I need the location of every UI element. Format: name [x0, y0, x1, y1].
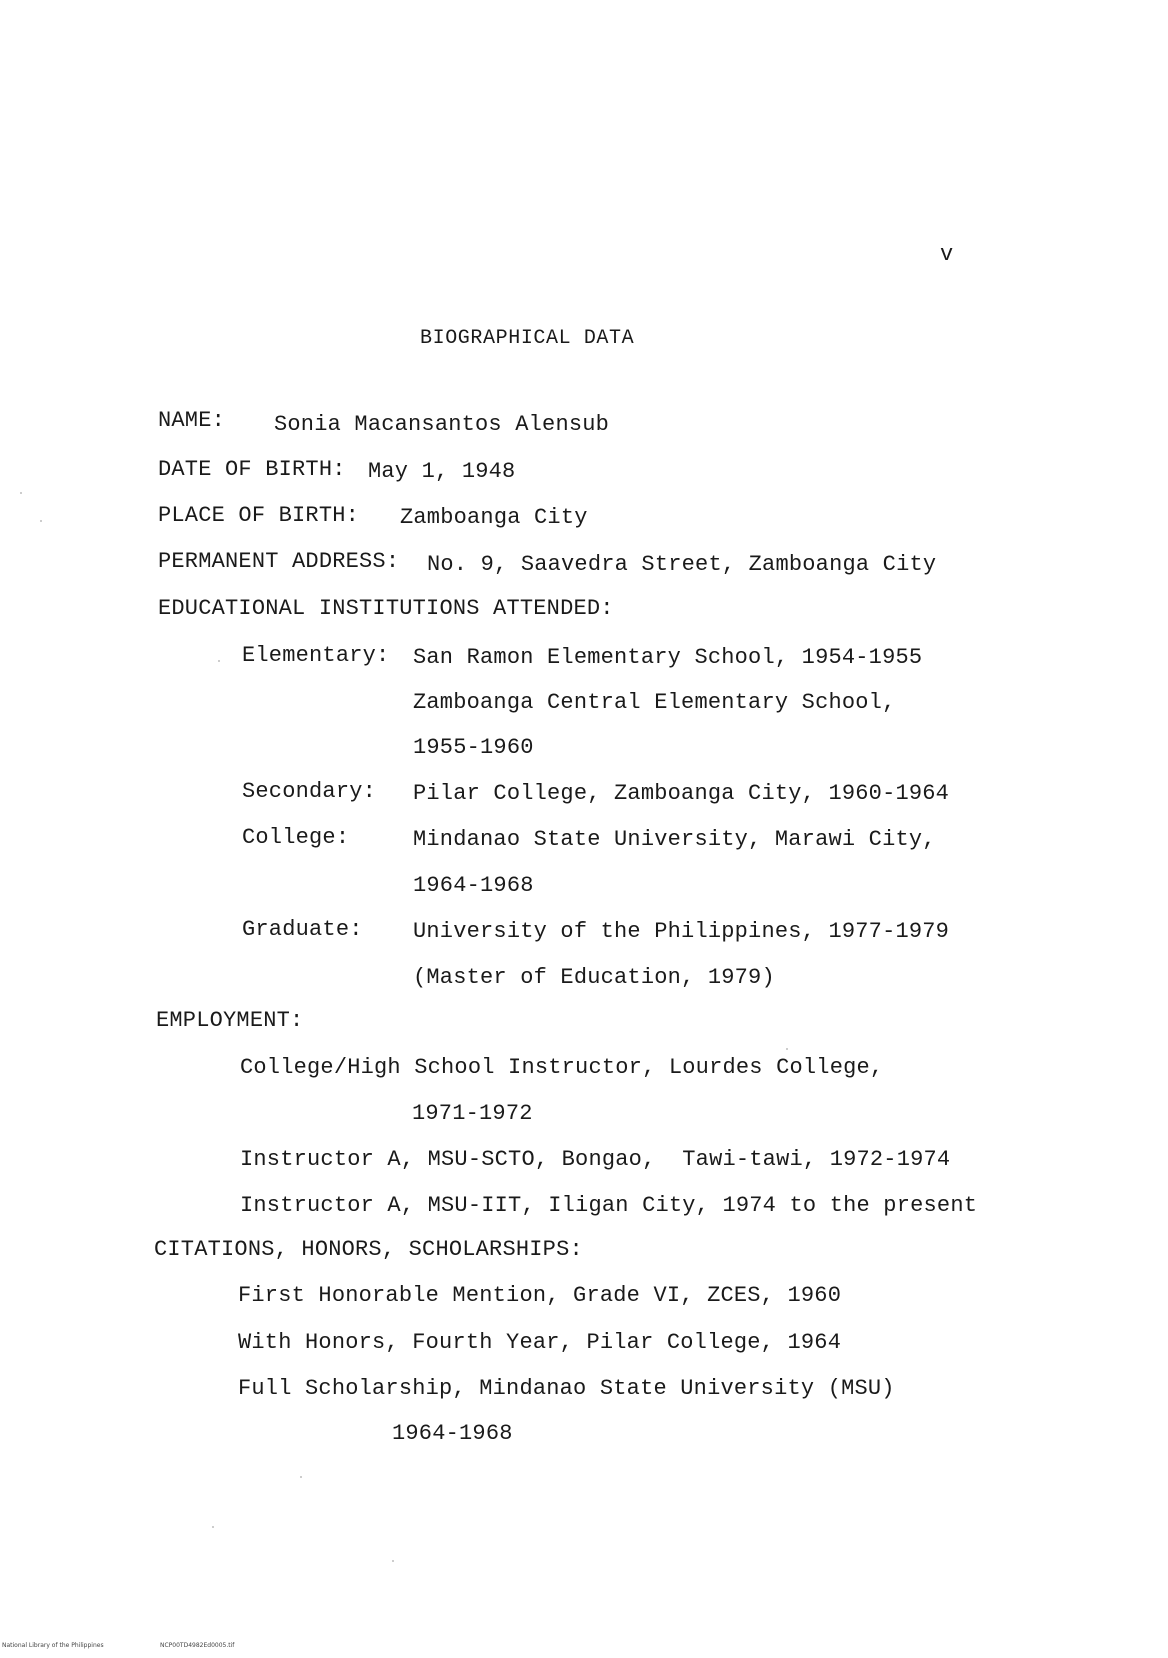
education-heading: EDUCATIONAL INSTITUTIONS ATTENDED: [158, 596, 614, 621]
citations-heading: CITATIONS, HONORS, SCHOLARSHIPS: [154, 1237, 583, 1262]
address-label: PERMANENT ADDRESS: [158, 549, 400, 574]
scan-speck [20, 492, 22, 494]
college-line: Mindanao State University, Marawi City, [413, 827, 936, 852]
address-value: No. 9, Saavedra Street, Zamboanga City [427, 552, 937, 577]
college-line: 1964-1968 [413, 873, 534, 898]
dob-value: May 1, 1948 [368, 459, 516, 484]
scan-speck [218, 660, 220, 662]
secondary-label: Secondary: [242, 779, 377, 804]
graduate-line: (Master of Education, 1979) [413, 965, 775, 990]
name-value: Sonia Macansantos Alensub [274, 412, 610, 437]
elementary-line: Zamboanga Central Elementary School, [413, 690, 896, 715]
citation-line: First Honorable Mention, Grade VI, ZCES, 1960 [238, 1283, 842, 1308]
secondary-line: Pilar College, Zamboanga City, 1960-1964 [413, 781, 950, 806]
pob-value: Zamboanga City [400, 505, 588, 530]
scan-speck [300, 1476, 302, 1478]
elementary-line: San Ramon Elementary School, 1954-1955 [413, 645, 923, 670]
citation-line: With Honors, Fourth Year, Pilar College, 1964 [238, 1330, 842, 1355]
scan-speck [212, 1526, 214, 1528]
scan-speck [392, 1560, 394, 1562]
citation-line: 1964-1968 [392, 1421, 513, 1446]
footer-library: National Library of the Philippines [2, 1642, 104, 1649]
page-number: v [940, 242, 954, 267]
employment-line: College/High School Instructor, Lourdes College, [240, 1055, 884, 1080]
college-label: College: [242, 825, 350, 850]
name-label: NAME: [158, 408, 226, 433]
graduate-line: University of the Philippines, 1977-1979 [413, 919, 950, 944]
footer-file-id: NCP00TD4982Ed0005.tif [160, 1642, 235, 1649]
graduate-label: Graduate: [242, 917, 363, 942]
dob-label: DATE OF BIRTH: [158, 457, 346, 482]
scan-speck [786, 1048, 788, 1050]
employment-line: Instructor A, MSU-IIT, Iligan City, 1974 to the present [240, 1193, 978, 1218]
citation-line: Full Scholarship, Mindanao State University (MSU) [238, 1376, 895, 1401]
scan-speck [40, 520, 42, 522]
page-title: BIOGRAPHICAL DATA [420, 327, 635, 350]
employment-heading: EMPLOYMENT: [156, 1008, 304, 1033]
employment-line: 1971-1972 [412, 1101, 533, 1126]
elementary-line: 1955-1960 [413, 735, 534, 760]
elementary-label: Elementary: [242, 643, 390, 668]
employment-line: Instructor A, MSU-SCTO, Bongao, Tawi-tawi, 1972-1974 [240, 1147, 951, 1172]
pob-label: PLACE OF BIRTH: [158, 503, 360, 528]
